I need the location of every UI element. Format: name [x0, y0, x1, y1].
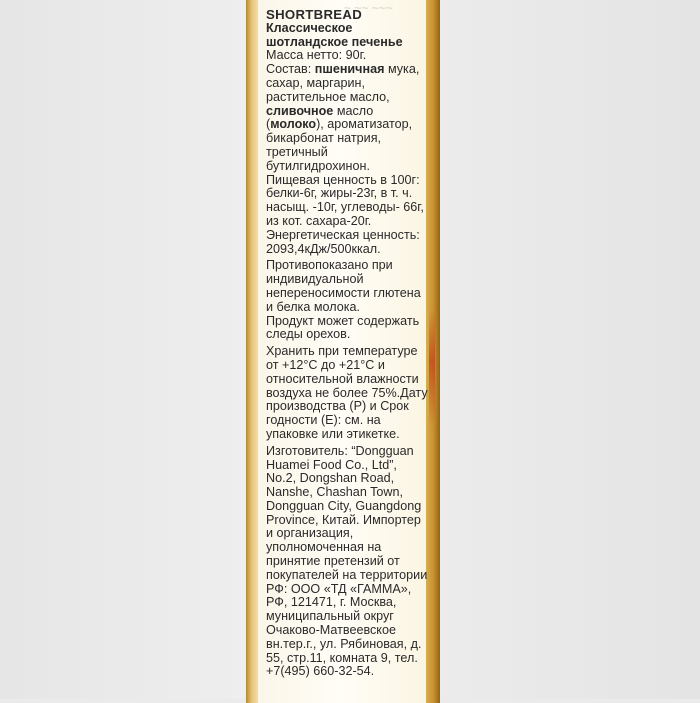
- label-text-block: [266, 8, 428, 679]
- brand-name: SHORTBREAD: [266, 7, 363, 22]
- wheat-allergen: пшеничная: [314, 62, 385, 77]
- storage-conditions: Хранить при температуре от +12°С до +21°С и относительной влажности воздуха не более 75%.Дату производства (Р) и Срок годности (Е): см. на упаковке или этикетке.: [266, 344, 428, 441]
- energy-value: Энергетическая ценность: 2093,4кДж/500ккал.: [266, 227, 420, 256]
- product-subtitle: Классическое шотландское печенье: [266, 20, 403, 49]
- box-right-edge: [426, 0, 440, 703]
- product-box: [246, 0, 440, 703]
- nutrition-facts: Пищевая ценность в 100г: белки-6г, жиры-23г, в т. ч. насыщ. -10г, углеводы- 66г, из кот. сахара-20г.: [266, 172, 424, 228]
- composition: Состав: пшеничная мука, сахар, маргарин, растительное масло, сливочное масло (молоко), ароматизатор, бикарбонат натрия, третичный бутилгидрохинон.: [266, 62, 420, 173]
- milk-allergen: молоко: [270, 117, 317, 132]
- box-left-edge: [246, 0, 258, 703]
- butter-allergen: сливочное: [266, 103, 334, 118]
- faded-print-through: ~ ~~ ~~~: [344, 1, 393, 15]
- contraindication: Противопоказано при индивидуальной непереносимости глютена и белка молока.: [266, 258, 421, 314]
- net-weight: Масса нетто: 90г.: [266, 48, 367, 63]
- allergen-warning: Продукт может содержать следы орехов.: [266, 313, 420, 342]
- manufacturer-info: Изготовитель: “Dongguan Huamei Food Co., Ltd”, No.2, Dongshan Road, Nanshe, Chashan Town, Dongguan City, Guangdong Province, Китай. Импортер и организация, уполномоченная на принятие претензий от покупателей на территории РФ: ООО «ТД «ГАММА», РФ, 121471, г. Москва, муниципальный округ Очаково-Матвеевское вн.тер.г., ул. Рябиновая, д. 55, стр.11, комната 9, тел. +7(495) 660-32-54.: [266, 443, 428, 679]
